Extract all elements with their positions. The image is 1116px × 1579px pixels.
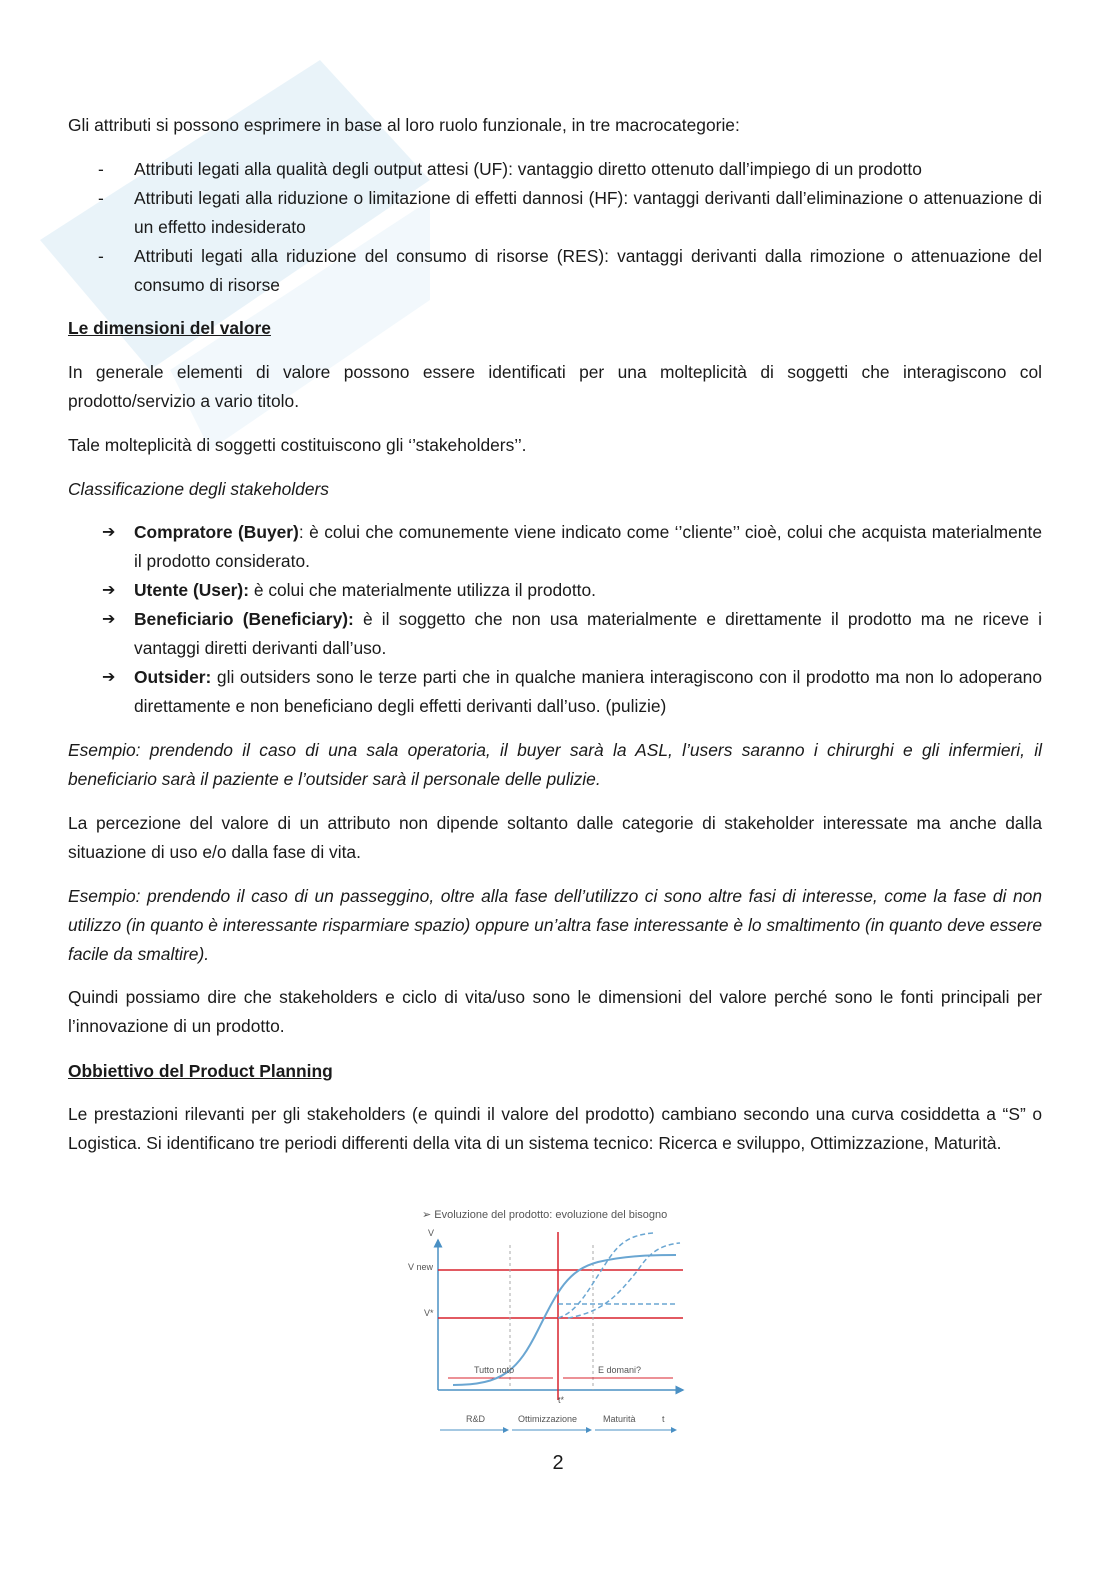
paragraph: In generale elementi di valore possono essere identificati per una molteplicità di soggetti che interagiscono col prodotto/servizio a vario titolo. <box>68 362 1042 411</box>
t-star-label: t* <box>558 1395 565 1405</box>
region-label-tutto-noto: Tutto noto <box>474 1365 515 1375</box>
y-axis-label: V <box>428 1228 435 1238</box>
v-star-label: V* <box>424 1308 434 1318</box>
paragraph: Quindi possiamo dire che stakeholders e ciclo di vita/uso sono le dimensioni del valore perché sono le fonti principali per l’innovazione di un prodotto. <box>68 987 1042 1036</box>
dash-bullet: - <box>98 188 104 208</box>
arrow-bullet-icon: ➔ <box>102 582 116 599</box>
section-heading-product-planning: Obbiettivo del Product Planning <box>68 1061 333 1081</box>
paragraph: Le prestazioni rilevanti per gli stakeholders (e quindi il valore del prodotto) cambiano secondo una curva cosiddetta a “S” o Logistica. Si identificano tre periodi differenti della vita di un sistema tecnico: Ricerca e sviluppo, Ottimizzazione, Maturità. <box>68 1104 1042 1153</box>
phase-label-ottimizzazione: Ottimizzazione <box>518 1414 578 1424</box>
list-item: - Attributi legati alla qualità degli output attesi (UF): vantaggio diretto ottenuto dall’impiego di un prodotto <box>68 155 1042 184</box>
list-item: - Attributi legati alla riduzione o limitazione di effetti dannosi (HF): vantaggi derivanti dall’eliminazione o attenuazione di un effetto indesiderato <box>68 184 1042 242</box>
x-axis-label: t <box>662 1414 665 1424</box>
list-item: ➔ Compratore (Buyer): è colui che comunemente viene indicato come ‘’cliente’’ cioè, colui che acquista materialmente il prodotto considerato. <box>68 518 1042 576</box>
page-number: 2 <box>552 1452 564 1474</box>
stakeholders-list <box>68 518 1042 721</box>
s-curve-figure <box>408 1200 708 1440</box>
phase-label-rd: R&D <box>466 1414 486 1424</box>
subheading-classificazione: Classificazione degli stakeholders <box>68 479 329 499</box>
dash-bullet: - <box>98 246 104 266</box>
region-label-e-domani: E domani? <box>598 1365 642 1375</box>
phase-label-maturita: Maturità <box>603 1414 636 1424</box>
list-item: - Attributi legati alla riduzione del consumo di risorse (RES): vantaggi derivanti dalla rimozione o attenuazione del consumo di risorse <box>68 242 1042 300</box>
paragraph: La percezione del valore di un attributo non dipende soltanto dalle categorie di stakeholder interessate ma anche dalla situazione di uso e/o dalla fase di vita. <box>68 813 1042 862</box>
v-new-label: V new <box>408 1262 434 1272</box>
list-item: ➔ Utente (User): è colui che materialmente utilizza il prodotto. <box>68 576 1042 605</box>
example-paragraph: Esempio: prendendo il caso di un passeggino, oltre alla fase dell’utilizzo ci sono altre fasi di interesse, come la fase di non utilizzo (in quanto è interessante risparmiare spazio) oppure un’altra fase interessante è lo smaltimento (in quanto deve essere facile da smaltire). <box>68 886 1042 964</box>
attribute-categories-list <box>68 155 1042 300</box>
dash-bullet: - <box>98 159 104 179</box>
example-paragraph: Esempio: prendendo il caso di una sala operatoria, il buyer sarà la ASL, l’users saranno i chirurghi e gli infermieri, il beneficiario sarà il paziente e l’outsider sarà il personale delle pulizie. <box>68 740 1042 789</box>
list-item: ➔ Beneficiario (Beneficiary): è il soggetto che non usa materialmente e direttamente il prodotto ma ne riceve i vantaggi diretti derivanti dall’uso. <box>68 605 1042 663</box>
arrow-bullet-icon: ➔ <box>102 669 116 686</box>
paragraph: Tale molteplicità di soggetti costituiscono gli ‘’stakeholders’’. <box>68 435 527 455</box>
arrow-bullet-icon: ➔ <box>102 611 116 628</box>
list-item: ➔ Outsider: gli outsiders sono le terze parti che in qualche maniera interagiscono con il prodotto ma non lo adoperano direttamente e non beneficiano degli effetti derivanti dall’uso. (pulizie) <box>68 663 1042 721</box>
arrow-bullet-icon: ➔ <box>102 524 116 541</box>
figure-title: ➢ Evoluzione del prodotto: evoluzione del bisogno <box>422 1209 668 1221</box>
section-heading-dimensioni: Le dimensioni del valore <box>68 318 271 338</box>
intro-paragraph: Gli attributi si possono esprimere in base al loro ruolo funzionale, in tre macrocategorie: <box>68 115 740 135</box>
